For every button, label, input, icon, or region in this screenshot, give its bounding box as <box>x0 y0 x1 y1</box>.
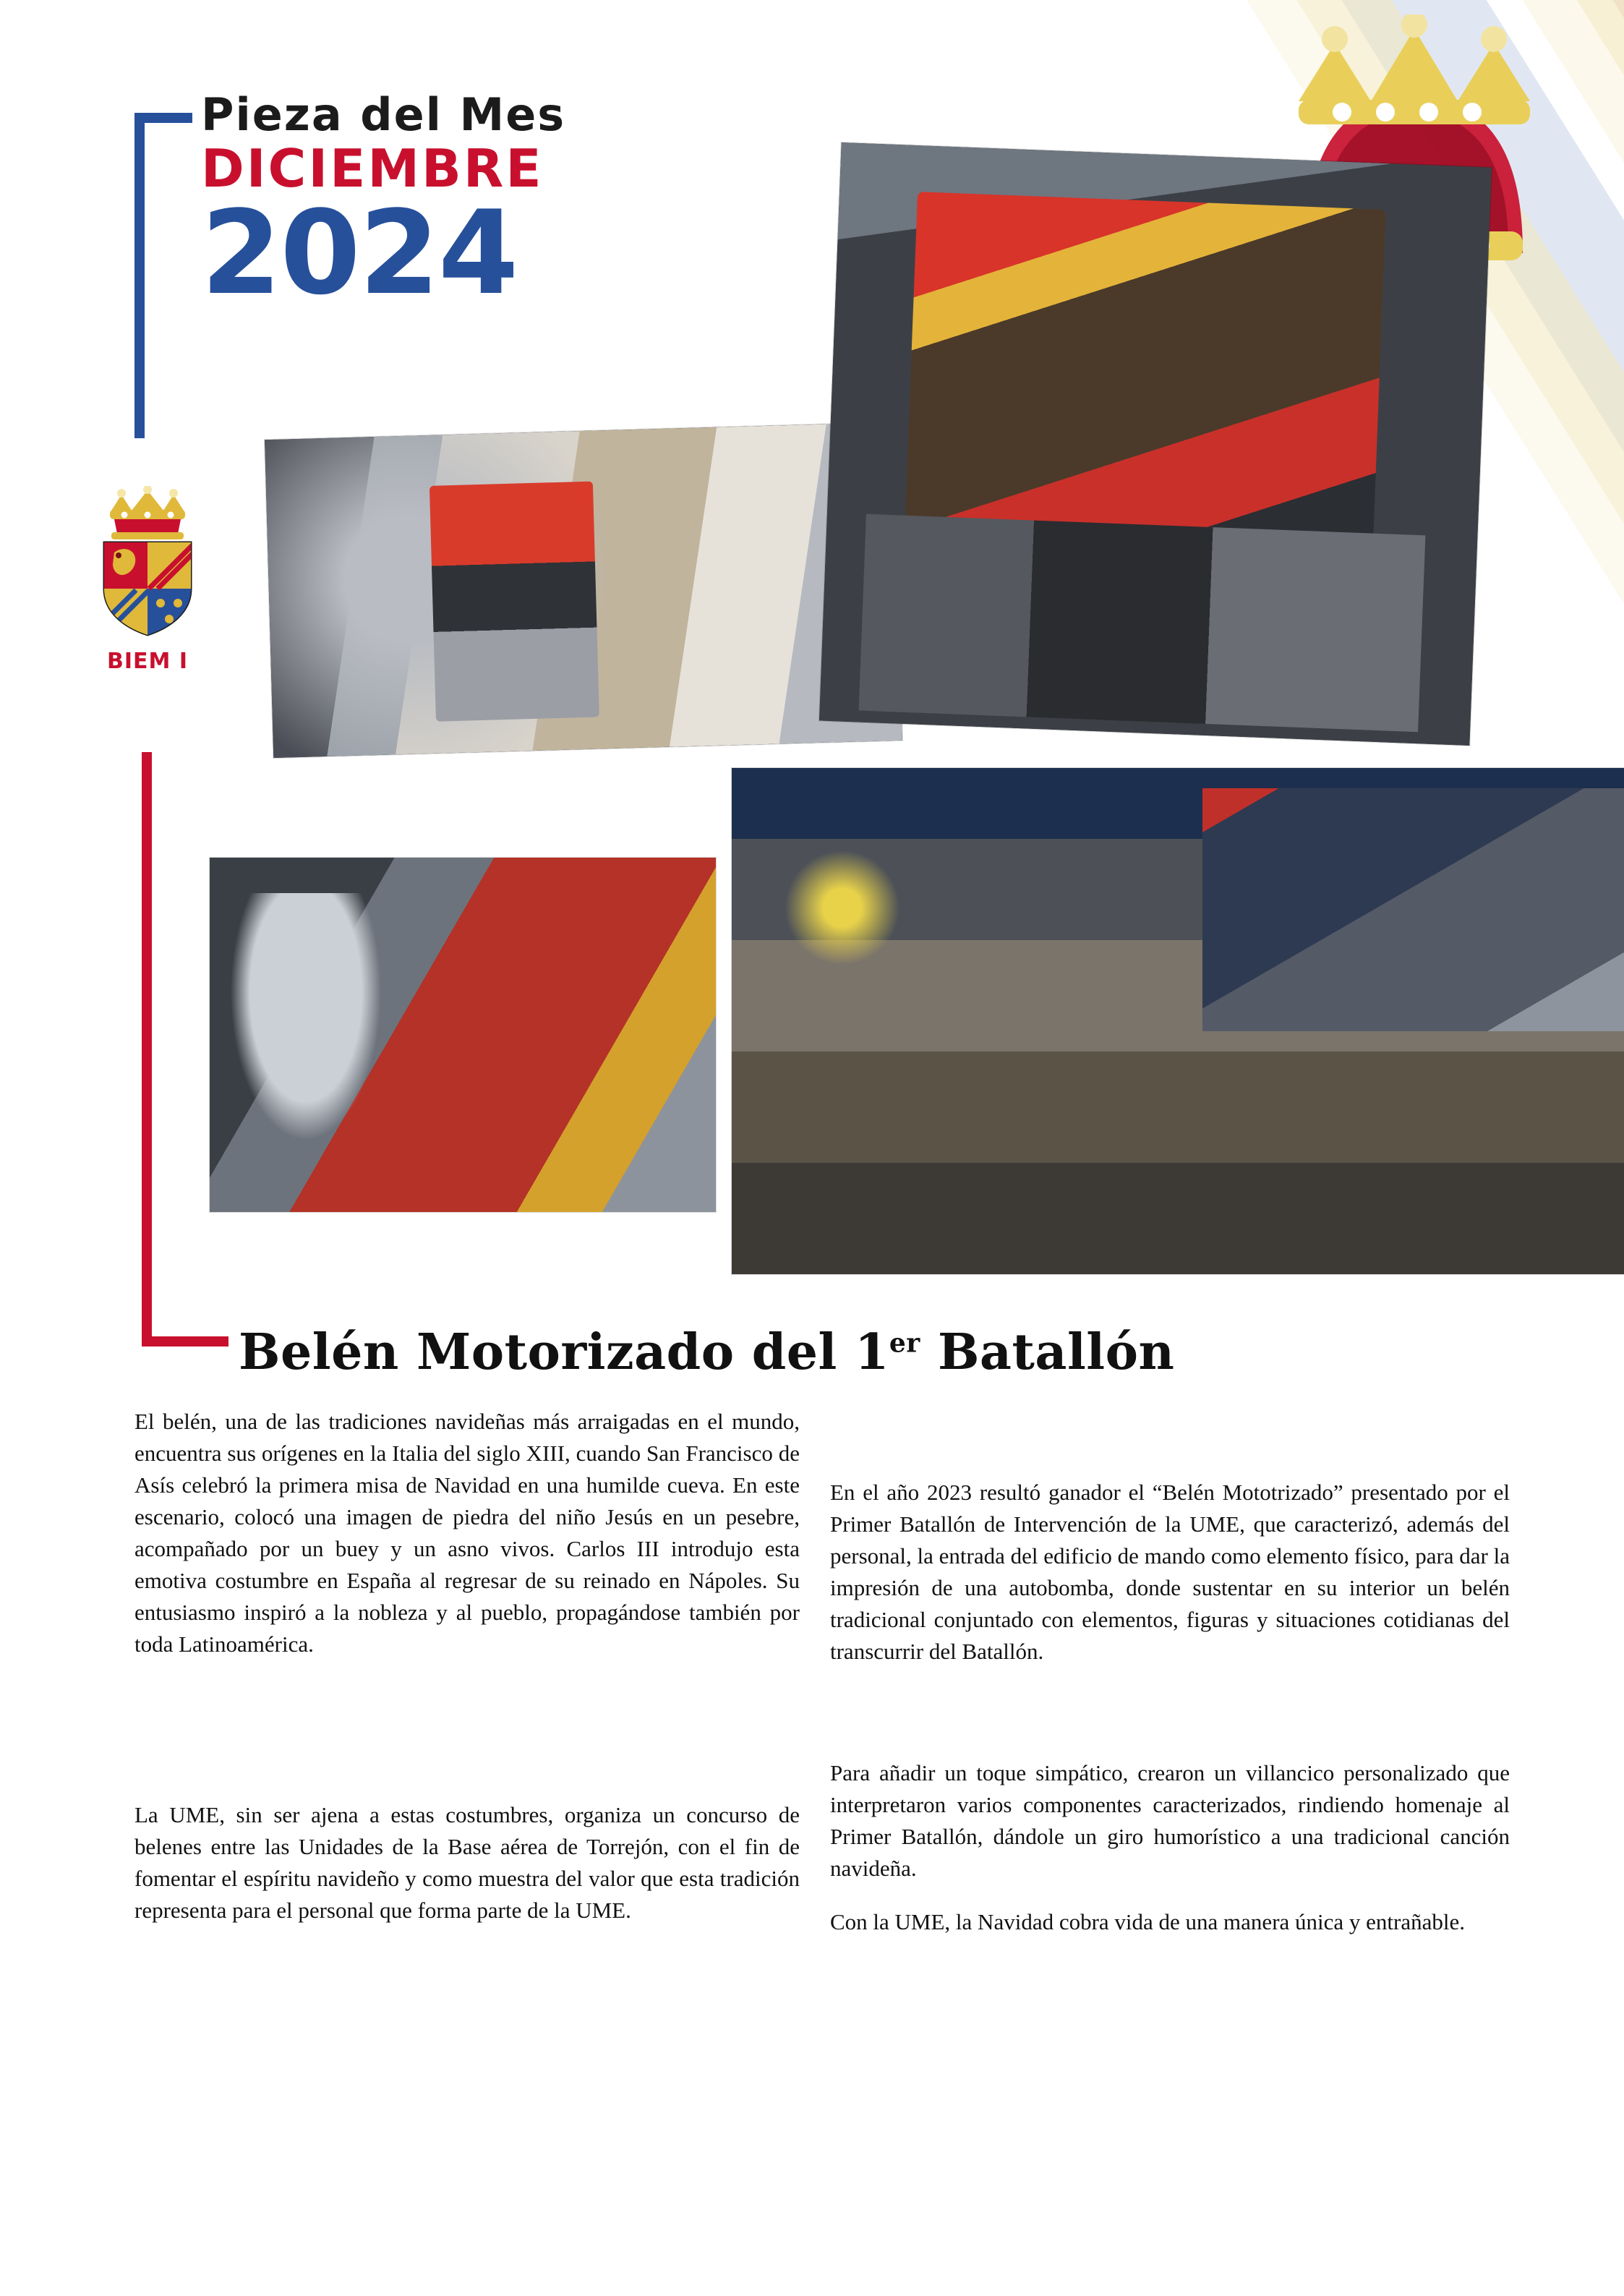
photo-decorated-truck-rear <box>819 142 1492 746</box>
body-column-right <box>830 1477 1510 1668</box>
emblem-label: BIEM I <box>107 649 188 674</box>
paragraph: En el año 2023 resultó ganador el “Belén Mototrizado” presentado por el Primer Batallón de Intervención de la UME, que caracterizó, además del personal, la entrada del edificio de mando como elemento físico, para dar la impresión de una autobomba, donde sustentar en su interior un belén tradicional conjuntado con elementos, figuras y situaciones cotidianas del transcurrir del Batallón. <box>830 1480 1510 1665</box>
red-rail-cap <box>142 1336 228 1347</box>
body-column-left-2 <box>134 1799 800 1926</box>
photo-fire-truck-hallway <box>265 422 902 758</box>
emblem-block <box>75 486 220 674</box>
blue-rail <box>134 113 145 438</box>
page-title-before: Belén Motorizado del 1 <box>239 1323 889 1381</box>
masthead <box>201 88 664 320</box>
photo-nativity-scene <box>732 768 1624 1274</box>
body-column-left <box>134 1406 800 1660</box>
body-column-right-3 <box>830 1906 1510 1938</box>
page-title-ordinal: er <box>889 1328 920 1359</box>
page-title <box>239 1323 1468 1381</box>
paragraph: Con la UME, la Navidad cobra vida de una manera única y entrañable. <box>830 1909 1465 1934</box>
paragraph: El belén, una de las tradiciones navideñas más arraigadas en el mundo, encuentra sus orígenes en la Italia del siglo XIII, cuando San Francisco de Asís celebró la primera misa de Navidad en una humilde cueva. En este escenario, colocó una imagen de piedra del niño Jesús en un pesebre, acompañado por un buey y un asno vivos. Carlos III introdujo esta emotiva costumbre en España al regresar de su reinado en Nápoles. Su entusiasmo inspiró a la nobleza y al pueblo, propagándose también por toda Latinoamérica. <box>134 1409 800 1657</box>
red-rail <box>142 752 152 1345</box>
page-title-after: Batallón <box>920 1323 1175 1381</box>
paragraph: La UME, sin ser ajena a estas costumbres, organiza un concurso de belenes entre las Unidades de la Base aérea de Torrejón, con el fin de fomentar el espíritu navideño y como muestra del valor que esta tradición representa para el personal que forma parte de la UME. <box>134 1802 800 1924</box>
photo-crew-in-cab <box>210 858 716 1212</box>
masthead-month: DICIEMBRE <box>201 138 544 199</box>
coat-of-arms-icon <box>82 486 213 638</box>
masthead-year: 2024 <box>201 184 518 320</box>
paragraph: Para añadir un toque simpático, crearon un villancico personalizado que interpretaron varios componentes caracterizados, rindiendo homenaje al Primer Batallón, dándole un giro humorístico a una tradicional canción navideña. <box>830 1760 1510 1882</box>
masthead-title: Pieza del Mes <box>201 88 566 141</box>
body-column-right-2 <box>830 1757 1510 1885</box>
